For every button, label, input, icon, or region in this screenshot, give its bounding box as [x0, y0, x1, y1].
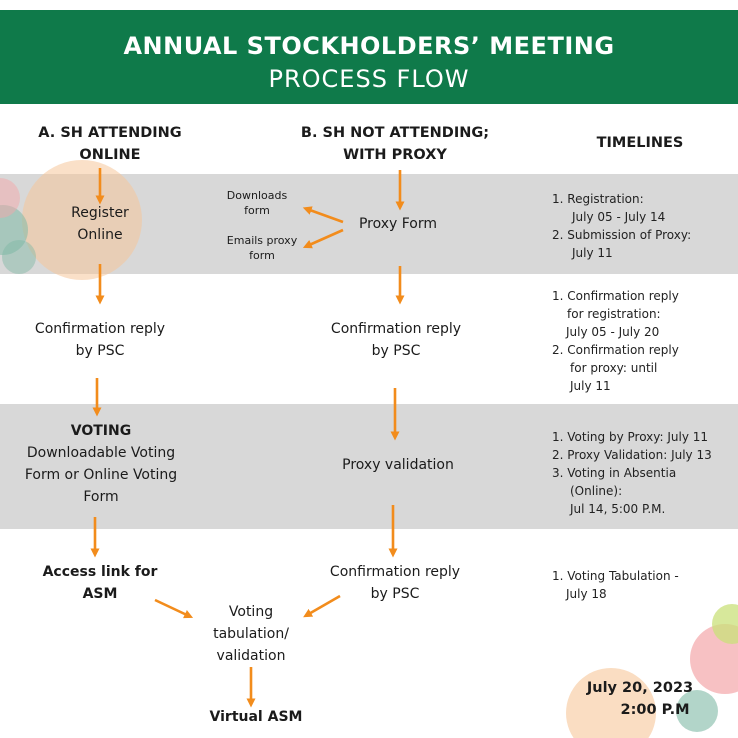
confirmation-reply-node-a: Confirmation reply by PSC	[34, 321, 166, 359]
voting-title: VOTING	[70, 423, 132, 439]
arrow-b-downloads	[307, 209, 343, 222]
heading-timelines: TIMELINES	[596, 135, 684, 151]
downloads-form-label: Downloads form	[226, 189, 288, 217]
voting-node: VOTING Downloadable Voting Form or Online Voting Form	[0, 420, 202, 508]
page-subtitle: PROCESS FLOW	[268, 65, 470, 93]
arrow-b-5	[307, 596, 340, 615]
confirmation-reply-node-b: Confirmation reply by PSC	[330, 321, 462, 359]
virtual-asm-node: Virtual ASM	[209, 709, 303, 725]
heading-proxy: B. SH NOT ATTENDING; WITH PROXY	[300, 125, 490, 163]
timeline-row-1: 1. Registration: July 05 - July 14 2. Submission of Proxy: July 11	[552, 192, 692, 260]
timeline-row-4: 1. Voting Tabulation - July 18	[552, 569, 679, 601]
register-online-node: Register Online	[71, 205, 129, 243]
voting-tabulation-node: Voting tabulation/ validation	[213, 604, 289, 664]
timeline-row-2: 1. Confirmation reply for registration: July 05 - July 20 2. Confirmation reply for proxy: until July 11	[552, 289, 679, 393]
heading-attending: A. SH ATTENDING ONLINE	[38, 125, 182, 163]
confirmation-reply-node-b2: Confirmation reply by PSC	[329, 564, 461, 602]
proxy-form-node: Proxy Form	[358, 216, 438, 232]
meeting-time: 2:00 P.M	[620, 702, 690, 718]
arrow-b-emails	[307, 230, 343, 246]
access-link-node: Access link for ASM	[42, 564, 158, 602]
timeline-row-3: 1. Voting by Proxy: July 11 2. Proxy Validation: July 13 3. Voting in Absentia (Online): Jul 14, 5:00 P.M.	[552, 430, 712, 516]
proxy-validation-node: Proxy validation	[342, 457, 454, 473]
page-title: ANNUAL STOCKHOLDERS’ MEETING	[123, 32, 615, 60]
arrow-a-5	[155, 600, 189, 616]
emails-proxy-form-label: Emails proxy form	[226, 234, 298, 262]
meeting-date: July 20, 2023	[586, 680, 694, 696]
